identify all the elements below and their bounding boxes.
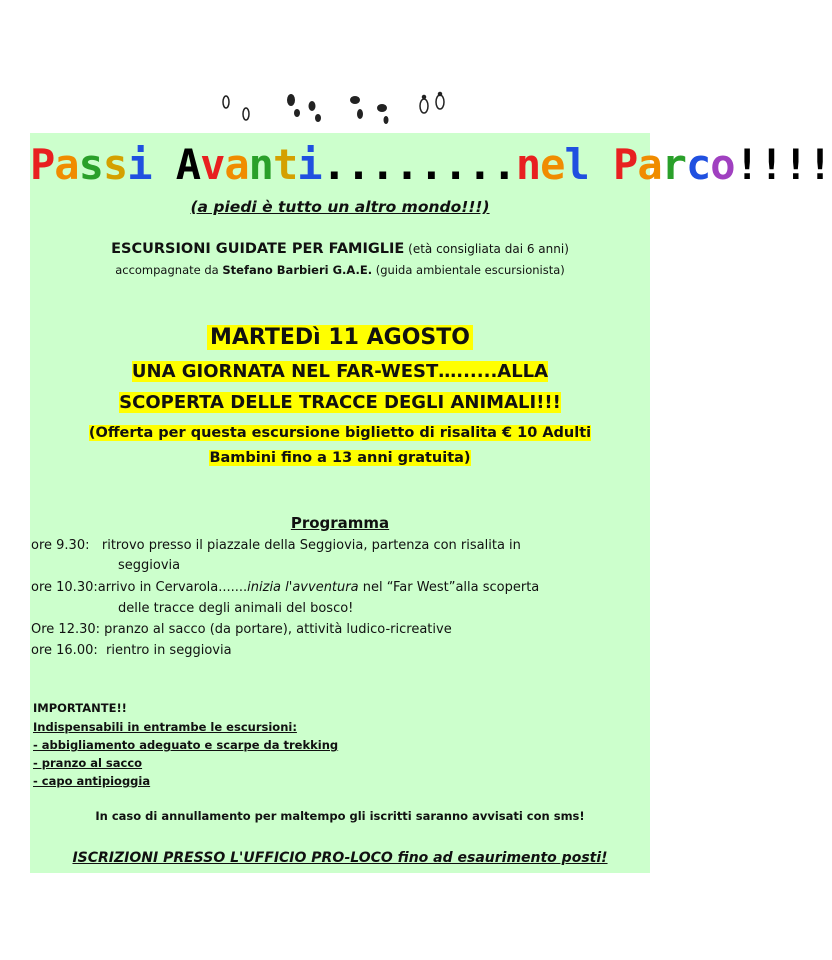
title-letter: !!!!: [734, 140, 832, 189]
title-letter: v: [200, 140, 225, 189]
registration-notice: ISCRIZIONI PRESSO L'UFFICIO PRO-LOCO fino ad esaurimento posti!: [72, 850, 608, 866]
program-title: Programma: [290, 514, 390, 532]
program-item-continuation: delle tracce degli animali del bosco!: [118, 601, 354, 616]
footprint-icon: [350, 96, 389, 124]
program-item: ore 10.30:arrivo in Cervarola.......inizia l'avventura nel “Far West”alla scoperta: [31, 580, 540, 595]
title-letter: a: [54, 140, 79, 189]
important-item: - abbigliamento adeguato e scarpe da trekking: [33, 738, 339, 752]
title-letter: l: [564, 140, 589, 189]
title-letter: e: [540, 140, 565, 189]
title-letter: P: [30, 140, 55, 189]
guide-line: accompagnate da Stefano Barbieri G.A.E. (guida ambientale escursionista): [115, 263, 565, 277]
program-item: ore 16.00: rientro in seggiovia: [31, 643, 232, 658]
offer-line-2: Bambini fino a 13 anni gratuita): [209, 450, 471, 466]
important-item: - capo antipioggia: [33, 774, 151, 788]
excursion-type: ESCURSIONI GUIDATE PER FAMIGLIE (età consigliata dai 6 anni): [111, 241, 569, 257]
event-date: MARTEDì 11 AGOSTO: [30, 325, 650, 350]
title-letter: r: [661, 140, 686, 189]
title-letter: [151, 140, 175, 189]
offer-line-1: (Offerta per questa escursione biglietto di risalita € 10 Adulti: [88, 425, 592, 441]
flyer-panel: [30, 133, 832, 873]
title-letter: ........: [321, 140, 516, 189]
important-title: IMPORTANTE!!: [33, 701, 127, 715]
program-item: Ore 12.30: pranzo al sacco (da portare), attività ludico-ricreative: [31, 622, 452, 637]
title-letter: s: [102, 140, 128, 189]
title-letter: i: [127, 140, 152, 189]
title-letter: n: [515, 140, 541, 189]
footprint-icon: [420, 93, 444, 114]
title-letter: [589, 140, 613, 189]
footprint-icon: [223, 96, 249, 120]
important-subtitle: Indispensabili in entrambe le escursioni:: [33, 720, 297, 734]
footprints-decoration: [0, 92, 679, 128]
important-item: - pranzo al sacco: [33, 756, 143, 770]
weather-notice: In caso di annullamento per maltempo gli iscritti saranno avvisati con sms!: [95, 809, 585, 823]
flyer-subtitle: (a piedi è tutto un altro mondo!!!): [190, 198, 490, 216]
event-title-line-1: UNA GIORNATA NEL FAR-WEST…......ALLA: [131, 361, 549, 382]
title-letter: n: [248, 140, 273, 189]
program-item-continuation: seggiovia: [118, 558, 181, 573]
title-letter: t: [272, 140, 298, 189]
flyer-title: [30, 140, 832, 189]
title-letter: i: [297, 140, 322, 189]
title-letter: a: [637, 140, 662, 189]
title-letter: o: [710, 140, 735, 189]
title-letter: s: [78, 140, 103, 189]
title-letter: c: [685, 140, 711, 189]
title-letter: a: [224, 140, 249, 189]
event-title-line-2: SCOPERTA DELLE TRACCE DEGLI ANIMALI!!!: [119, 392, 561, 413]
title-letter: A: [175, 140, 201, 189]
title-letter: P: [613, 140, 638, 189]
program-item: ore 9.30: ritrovo presso il piazzale della Seggiovia, partenza con risalita in: [31, 538, 521, 553]
footprint-icon: [287, 94, 321, 122]
